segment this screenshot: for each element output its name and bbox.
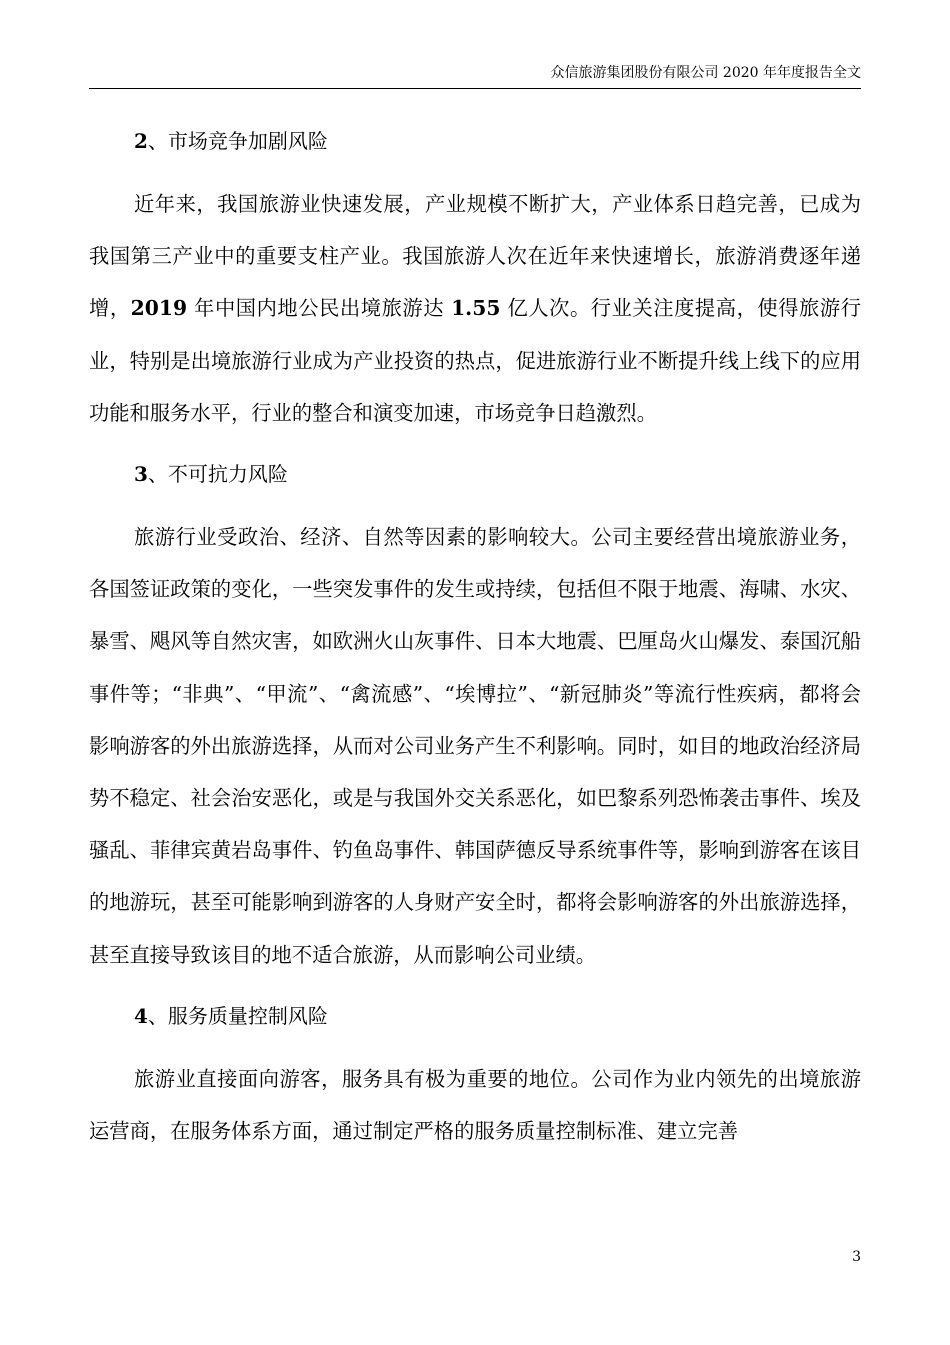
section-separator: 、 [147, 129, 168, 153]
header-title: 众信旅游集团股份有限公司 2020 年年度报告全文 [550, 65, 861, 81]
section-title: 服务质量控制风险 [167, 1003, 328, 1028]
section-number: 3 [134, 462, 148, 487]
tourist-count-number: 1.55 [451, 296, 501, 321]
section-heading-4 [89, 993, 861, 1039]
section-heading-2 [89, 118, 861, 164]
section-number: 2 [134, 129, 148, 153]
year-number: 2019 [130, 296, 188, 321]
paragraph-text: 年中国内地公民出境旅游达 [187, 296, 452, 321]
section-title: 不可抗力风险 [167, 462, 288, 487]
section-number: 4 [134, 1003, 148, 1028]
section-separator: 、 [147, 1003, 168, 1028]
paragraph-text: 亿人次。行业关注度提高，使得旅游行业，特别是出境旅游行业成为产业投资的热点，促进旅游行业不断提升线上线下的应用功能和服务水平，行业的整合和演变加速，市场竞争日趋激烈。 [89, 296, 861, 425]
page-header [89, 58, 861, 89]
section-title: 市场竞争加剧风险 [167, 129, 328, 153]
section-paragraph-4: 旅游业直接面向游客，服务具有极为重要的地位。公司作为业内领先的出境旅游运营商，在服务体系方面，通过制定严格的服务质量控制标准、建立完善 [89, 1066, 861, 1144]
page-number: 3 [852, 1249, 861, 1265]
section-heading-3 [89, 451, 861, 497]
document-body [89, 118, 861, 1157]
paragraph-text: 近年来，我国旅游业快速发展，产业规模不断扩大，产业体系日趋完善，已成为我国第三产业中的重要支柱产业。我国旅游人次在近年来快速增长，旅游消费逐年递增， [89, 192, 861, 321]
section-paragraph-2 [89, 178, 861, 439]
section-paragraph-3: 旅游行业受政治、经济、自然等因素的影响较大。公司主要经营出境旅游业务，各国签证政策的变化，一些突发事件的发生或持续，包括但不限于地震、海啸、水灾、暴雪、飓风等自然灾害，如欧洲火山灰事件、日本大地震、巴厘岛火山爆发、泰国沉船事件等；“非典”、“甲流”、“禽流感”、“埃博拉”、“新冠肺炎”等流行性疾病，都将会影响游客的外出旅游选择，从而对公司业务产生不利影响。同时，如目的地政治经济局势不稳定、社会治安恶化，或是与我国外交关系恶化，如巴黎系列恐怖袭击事件、埃及骚乱、菲律宾黄岩岛事件、钓鱼岛事件、韩国萨德反导系统事件等，影响到游客在该目的地游玩，甚至可能影响到游客的人身财产安全时，都将会影响游客的外出旅游选择，甚至直接导致该目的地不适合旅游，从而影响公司业绩。 [89, 525, 861, 967]
section-separator: 、 [147, 462, 168, 487]
